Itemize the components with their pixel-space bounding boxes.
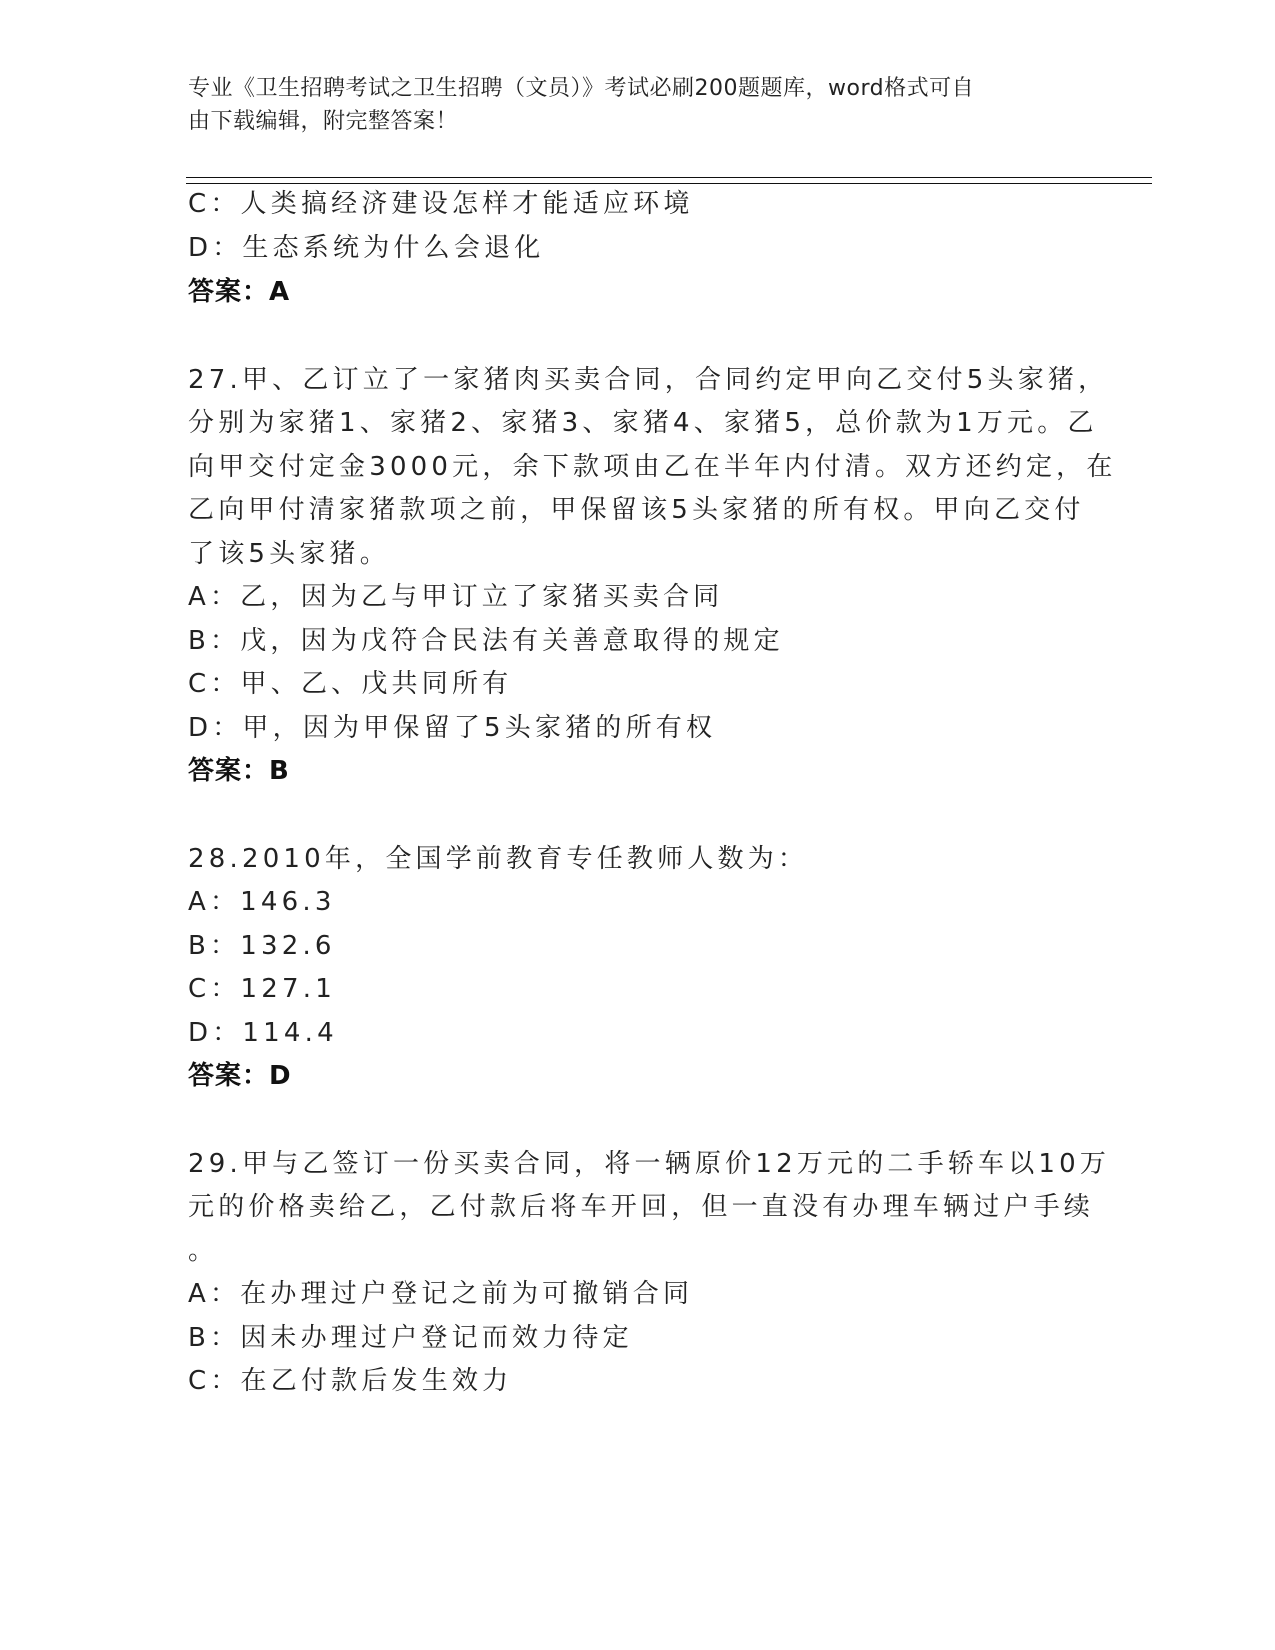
question-29-text: 。	[188, 1236, 219, 1266]
question-27-text: 分别为家猪1、家猪2、家猪3、家猪4、家猪5，总价款为1万元。乙	[188, 408, 1098, 438]
question-27-text: 了该5头家猪。	[188, 539, 390, 569]
header-line-1: 专业《卫生招聘考试之卫生招聘（文员）》考试必刷200题题库，word格式可自	[188, 76, 975, 101]
header-divider-bottom	[186, 183, 1152, 184]
answer-line: 答案：D	[188, 1061, 292, 1091]
question-27-text: 乙向甲付清家猪款项之前，甲保留该5头家猪的所有权。甲向乙交付	[188, 495, 1085, 525]
header-line-2: 由下载编辑，附完整答案！	[188, 109, 459, 134]
question-27-text: 27.甲、乙订立了一家猪肉买卖合同，合同约定甲向乙交付5头家猪，	[188, 365, 1109, 395]
option-b: B：因未办理过户登记而效力待定	[188, 1323, 633, 1353]
option-c: C：人类搞经济建设怎样才能适应环境	[188, 189, 694, 219]
question-27-text: 向甲交付定金3000元，余下款项由乙在半年内付清。双方还约定，在	[188, 452, 1117, 482]
option-a: A：在办理过户登记之前为可撤销合同	[188, 1279, 694, 1309]
option-a: A：乙，因为乙与甲订立了家猪买卖合同	[188, 582, 724, 612]
header-divider-top	[186, 177, 1152, 178]
option-b: B：戊，因为戊符合民法有关善意取得的规定	[188, 626, 784, 656]
option-c: C：甲、乙、戊共同所有	[188, 669, 513, 699]
question-28-text: 28.2010年，全国学前教育专任教师人数为：	[188, 844, 809, 874]
option-c: C：127.1	[188, 974, 336, 1004]
document-header	[188, 72, 1068, 138]
option-a: A：146.3	[188, 887, 336, 917]
option-c: C：在乙付款后发生效力	[188, 1366, 513, 1396]
option-d: D：生态系统为什么会退化	[188, 233, 545, 263]
question-29-text: 29.甲与乙签订一份买卖合同，将一辆原价12万元的二手轿车以10万	[188, 1149, 1111, 1179]
option-d: D：甲，因为甲保留了5头家猪的所有权	[188, 713, 717, 743]
question-29-text: 元的价格卖给乙，乙付款后将车开回，但一直没有办理车辆过户手续	[188, 1192, 1095, 1222]
answer-line: 答案：B	[188, 756, 290, 786]
answer-line: 答案：A	[188, 277, 291, 307]
option-d: D：114.4	[188, 1018, 338, 1048]
option-b: B：132.6	[188, 931, 336, 961]
